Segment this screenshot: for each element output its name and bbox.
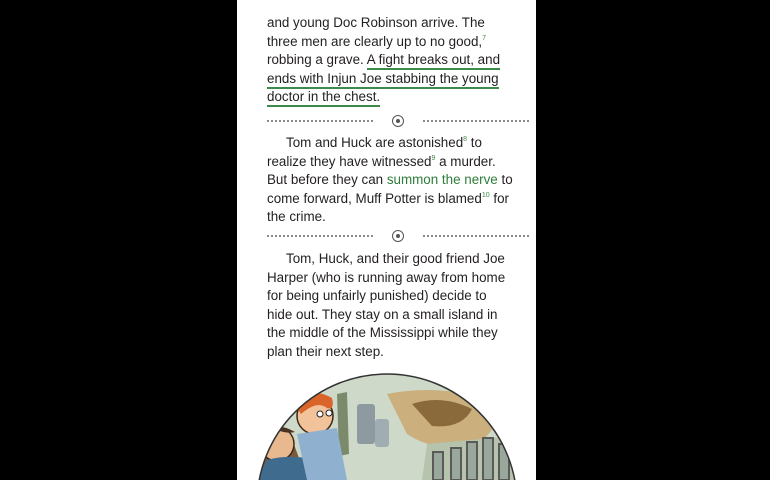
text-line: realize they have witnessed [267,153,432,169]
footnote-marker[interactable]: 9 [431,154,436,162]
text-line: hide out. They stay on a small island in [267,306,498,322]
paragraph-witness: Tom and Huck are astonished$^8$ to realize they have witnessed$^9$ a murder. But before they can summon the nerve to come forward, Muff Potter is blamed$^{10}$ for the crime. [267,135,513,225]
text-line: But before they can [267,172,387,188]
ornament-icon [392,230,404,242]
highlighted-text: doctor in the chest. [267,89,380,107]
text-line: Tom, Huck, and their good friend Joe [286,251,505,266]
text-line: the middle of the Mississippi while they [267,325,498,341]
highlighted-text: ends with Injun Joe stabbing the young [267,71,499,89]
illustration-graveyard [237,364,536,480]
footnote-marker[interactable]: 8 [463,136,468,143]
text-line: plan their next step. [267,343,384,359]
text-line: robbing a grave. [267,52,367,68]
highlighted-text: A fight breaks out, and [367,52,500,70]
text-line: three men are clearly up to no good, [267,33,483,49]
ornament-icon [392,115,404,127]
paragraph-graveyard [267,14,529,107]
book-page [237,0,536,480]
text-line: for being unfairly punished) decide to [267,288,487,304]
section-divider [267,115,529,127]
footnote-marker[interactable]: 7 [482,34,487,42]
text-line: come forward, Muff Potter is blamed [267,190,482,206]
section-divider [267,230,529,242]
text-line: Harper (who is running away from home [267,269,506,285]
text-line: Tom and Huck are astonished [286,135,464,150]
paragraph-island [267,250,529,362]
vocab-link[interactable]: summon the nerve [386,172,498,188]
text-line: and young Doc Robinson arrive. The [267,15,485,30]
footnote-marker[interactable]: 10 [481,191,490,199]
text-line: the crime. [267,209,326,225]
